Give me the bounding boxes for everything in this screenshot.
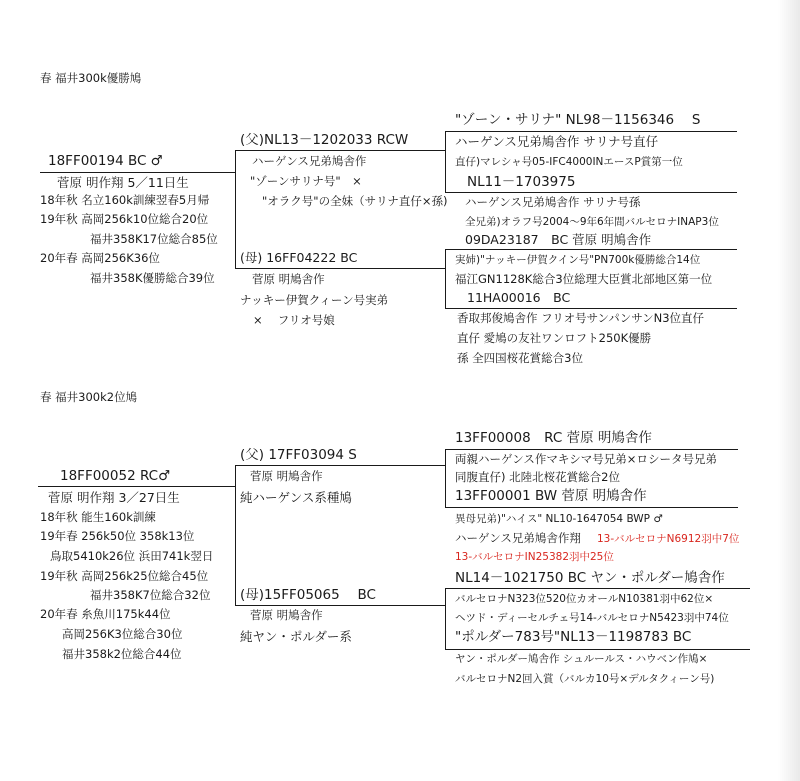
granddam-line: 全兄弟)オラフ号2004～9年6年間バルセロナINAP3位 bbox=[465, 216, 719, 228]
bird-record: 18年秋 能生160k訓練 bbox=[40, 510, 156, 524]
granddam-ring-number: 13FF00001 BW 菅原 明鳩舎作 bbox=[455, 488, 647, 504]
bird-record: 鳥取5410k26位 浜田741k翌日 bbox=[50, 549, 214, 563]
bird-record: 高岡256K3位総合30位 bbox=[62, 627, 183, 641]
dam-line: 菅原 明鳩舎作 bbox=[250, 608, 323, 622]
granddam-ring-number: NL11－1703975 bbox=[467, 174, 576, 190]
bird-record: 19年春 256k50位 358k13位 bbox=[40, 529, 195, 543]
bracket-line bbox=[38, 486, 235, 487]
granddam-line: 異母兄弟)"ハイス" NL10-1647054 BWP ♂ bbox=[455, 513, 663, 525]
dam-line: × フリオ号娘 bbox=[253, 313, 335, 327]
bracket-line bbox=[445, 249, 737, 250]
granddam-ring-number: "ポルダー783号"NL13－1198783 BC bbox=[455, 629, 692, 645]
bracket-line bbox=[445, 131, 737, 132]
bird-record: 福井358K17位総合85位 bbox=[90, 232, 218, 246]
scan-edge-shadow bbox=[778, 0, 800, 781]
grandsire-line: ヘツド・ディーセルチェ号14-バルセロナN5423羽中74位 bbox=[455, 612, 729, 624]
bracket-line bbox=[445, 649, 750, 650]
grandsire-line: バルセロナN323位520位カオールN10381羽中62位× bbox=[455, 593, 714, 605]
grandsire-ring-number: NL14－1021750 BC ヤン・ポルダー鳩舎作 bbox=[455, 570, 725, 586]
bird-record: 福井358K7位総合32位 bbox=[90, 588, 211, 602]
bracket-line bbox=[40, 172, 235, 173]
bracket-line bbox=[235, 268, 445, 269]
granddam-line: バルセロナN2回入賞（バルカ10号×デルタクィーン号) bbox=[455, 673, 715, 685]
grandsire-ring-number: 09DA23187 BC 菅原 明鳩舎作 bbox=[465, 232, 652, 247]
granddam-line: ハーゲンス兄弟鳩舎作 サリナ号孫 bbox=[465, 195, 641, 209]
bracket-line bbox=[235, 150, 445, 151]
bracket-line bbox=[445, 192, 737, 193]
dam-ring-number: (母)15FF05065 BC bbox=[240, 587, 376, 603]
bracket-line bbox=[445, 249, 446, 308]
bracket-line bbox=[445, 308, 737, 309]
grandsire-line: 実姉)"ナッキー伊賀クイン号"PN700k優勝総合14位 bbox=[455, 254, 701, 266]
race-result-highlight: 13-バルセロナN6912羽中7位 bbox=[597, 533, 740, 545]
sire-line: 菅原 明鳩舎作 bbox=[250, 469, 323, 483]
bracket-line bbox=[235, 465, 236, 605]
grandsire-line: ハーゲンス兄弟鳩舎作 サリナ号直仔 bbox=[455, 134, 659, 149]
pedigree-title: 春 福井300k2位鳩 bbox=[40, 390, 138, 404]
grandsire-ring-number: "ゾーン・サリナ" NL98－1156346 S bbox=[455, 112, 701, 128]
granddam-line: ハーゲンス兄弟鳩舎作翔 bbox=[455, 531, 581, 545]
bracket-line bbox=[445, 588, 446, 649]
grandsire-ring-number: 13FF00008 RC 菅原 明鳩舎作 bbox=[455, 430, 652, 446]
sire-line: "オラク号"の全妹（サリナ直仔×孫) bbox=[262, 194, 448, 208]
granddam-line: 孫 全四国桜花賞総合3位 bbox=[457, 351, 583, 365]
bird-ring-number: 18FF00194 BC ♂ bbox=[48, 153, 163, 169]
bird-record: 20年春 糸魚川175k44位 bbox=[40, 607, 171, 621]
bracket-line bbox=[445, 507, 738, 508]
grandsire-line: 福江GN1128K総合3位総理大臣賞北部地区第一位 bbox=[455, 272, 713, 286]
dam-line: ナッキー伊賀クィーン号実弟 bbox=[240, 293, 389, 307]
bracket-line bbox=[235, 150, 236, 268]
bracket-line bbox=[445, 449, 446, 507]
bracket-line bbox=[235, 605, 445, 606]
grandsire-line: 直仔)マレシャ号05-IFC4000INエースP賞第一位 bbox=[455, 156, 683, 168]
grandsire-line: 同腹直仔) 北陸北桜花賞総合2位 bbox=[455, 470, 620, 484]
granddam-line: ヤン・ポルダー鳩舎作 シュルールス・ハウベン作鳩× bbox=[455, 653, 708, 665]
grandsire-line: 両親ハーゲンス作マキシマ号兄弟×ロシータ号兄弟 bbox=[455, 452, 717, 466]
bird-record: 19年秋 高岡256k10位総合20位 bbox=[40, 212, 209, 226]
granddam-ring-number: 11HA00016 BC bbox=[467, 290, 571, 305]
bracket-line bbox=[445, 588, 750, 589]
bird-record: 20年春 高岡256K36位 bbox=[40, 251, 160, 265]
sire-line: "ゾーンサリナ号" × bbox=[250, 174, 362, 188]
bird-record: 18年秋 名立160k訓練翌春5月帰 bbox=[40, 193, 210, 207]
bracket-line bbox=[445, 449, 738, 450]
dam-line: 菅原 明鳩舎作 bbox=[252, 272, 325, 286]
bracket-line bbox=[235, 465, 445, 466]
dam-ring-number: (母) 16FF04222 BC bbox=[240, 250, 358, 265]
bird-breeder: 菅原 明作翔 5／11日生 bbox=[57, 175, 189, 190]
bird-record: 19年秋 高岡256k25位総合45位 bbox=[40, 569, 209, 583]
granddam-line: 香取邦俊鳩舎作 フリオ号サンパンサンN3位直仔 bbox=[457, 311, 705, 325]
pedigree-title: 春 福井300k優勝鳩 bbox=[40, 71, 142, 85]
sire-line: ハーゲンス兄弟鳩舎作 bbox=[252, 154, 367, 168]
bird-breeder: 菅原 明作翔 3／27日生 bbox=[48, 490, 180, 505]
sire-ring-number: (父) 17FF03094 S bbox=[240, 447, 357, 463]
bird-record: 福井358K優勝総合39位 bbox=[90, 271, 215, 285]
granddam-line: 直仔 愛鳩の友社ワンロフト250K優勝 bbox=[457, 331, 652, 345]
sire-ring-number: (父)NL13－1202033 RCW bbox=[240, 132, 409, 148]
race-result-highlight: 13-バルセロナIN25382羽中25位 bbox=[455, 551, 614, 563]
bracket-line bbox=[445, 131, 446, 192]
dam-line: 純ヤン・ポルダー系 bbox=[240, 629, 352, 644]
bird-record: 福井358k2位総合44位 bbox=[62, 647, 182, 661]
bird-ring-number: 18FF00052 RC♂ bbox=[60, 468, 171, 484]
sire-line: 純ハーゲンス系種鳩 bbox=[240, 490, 352, 505]
